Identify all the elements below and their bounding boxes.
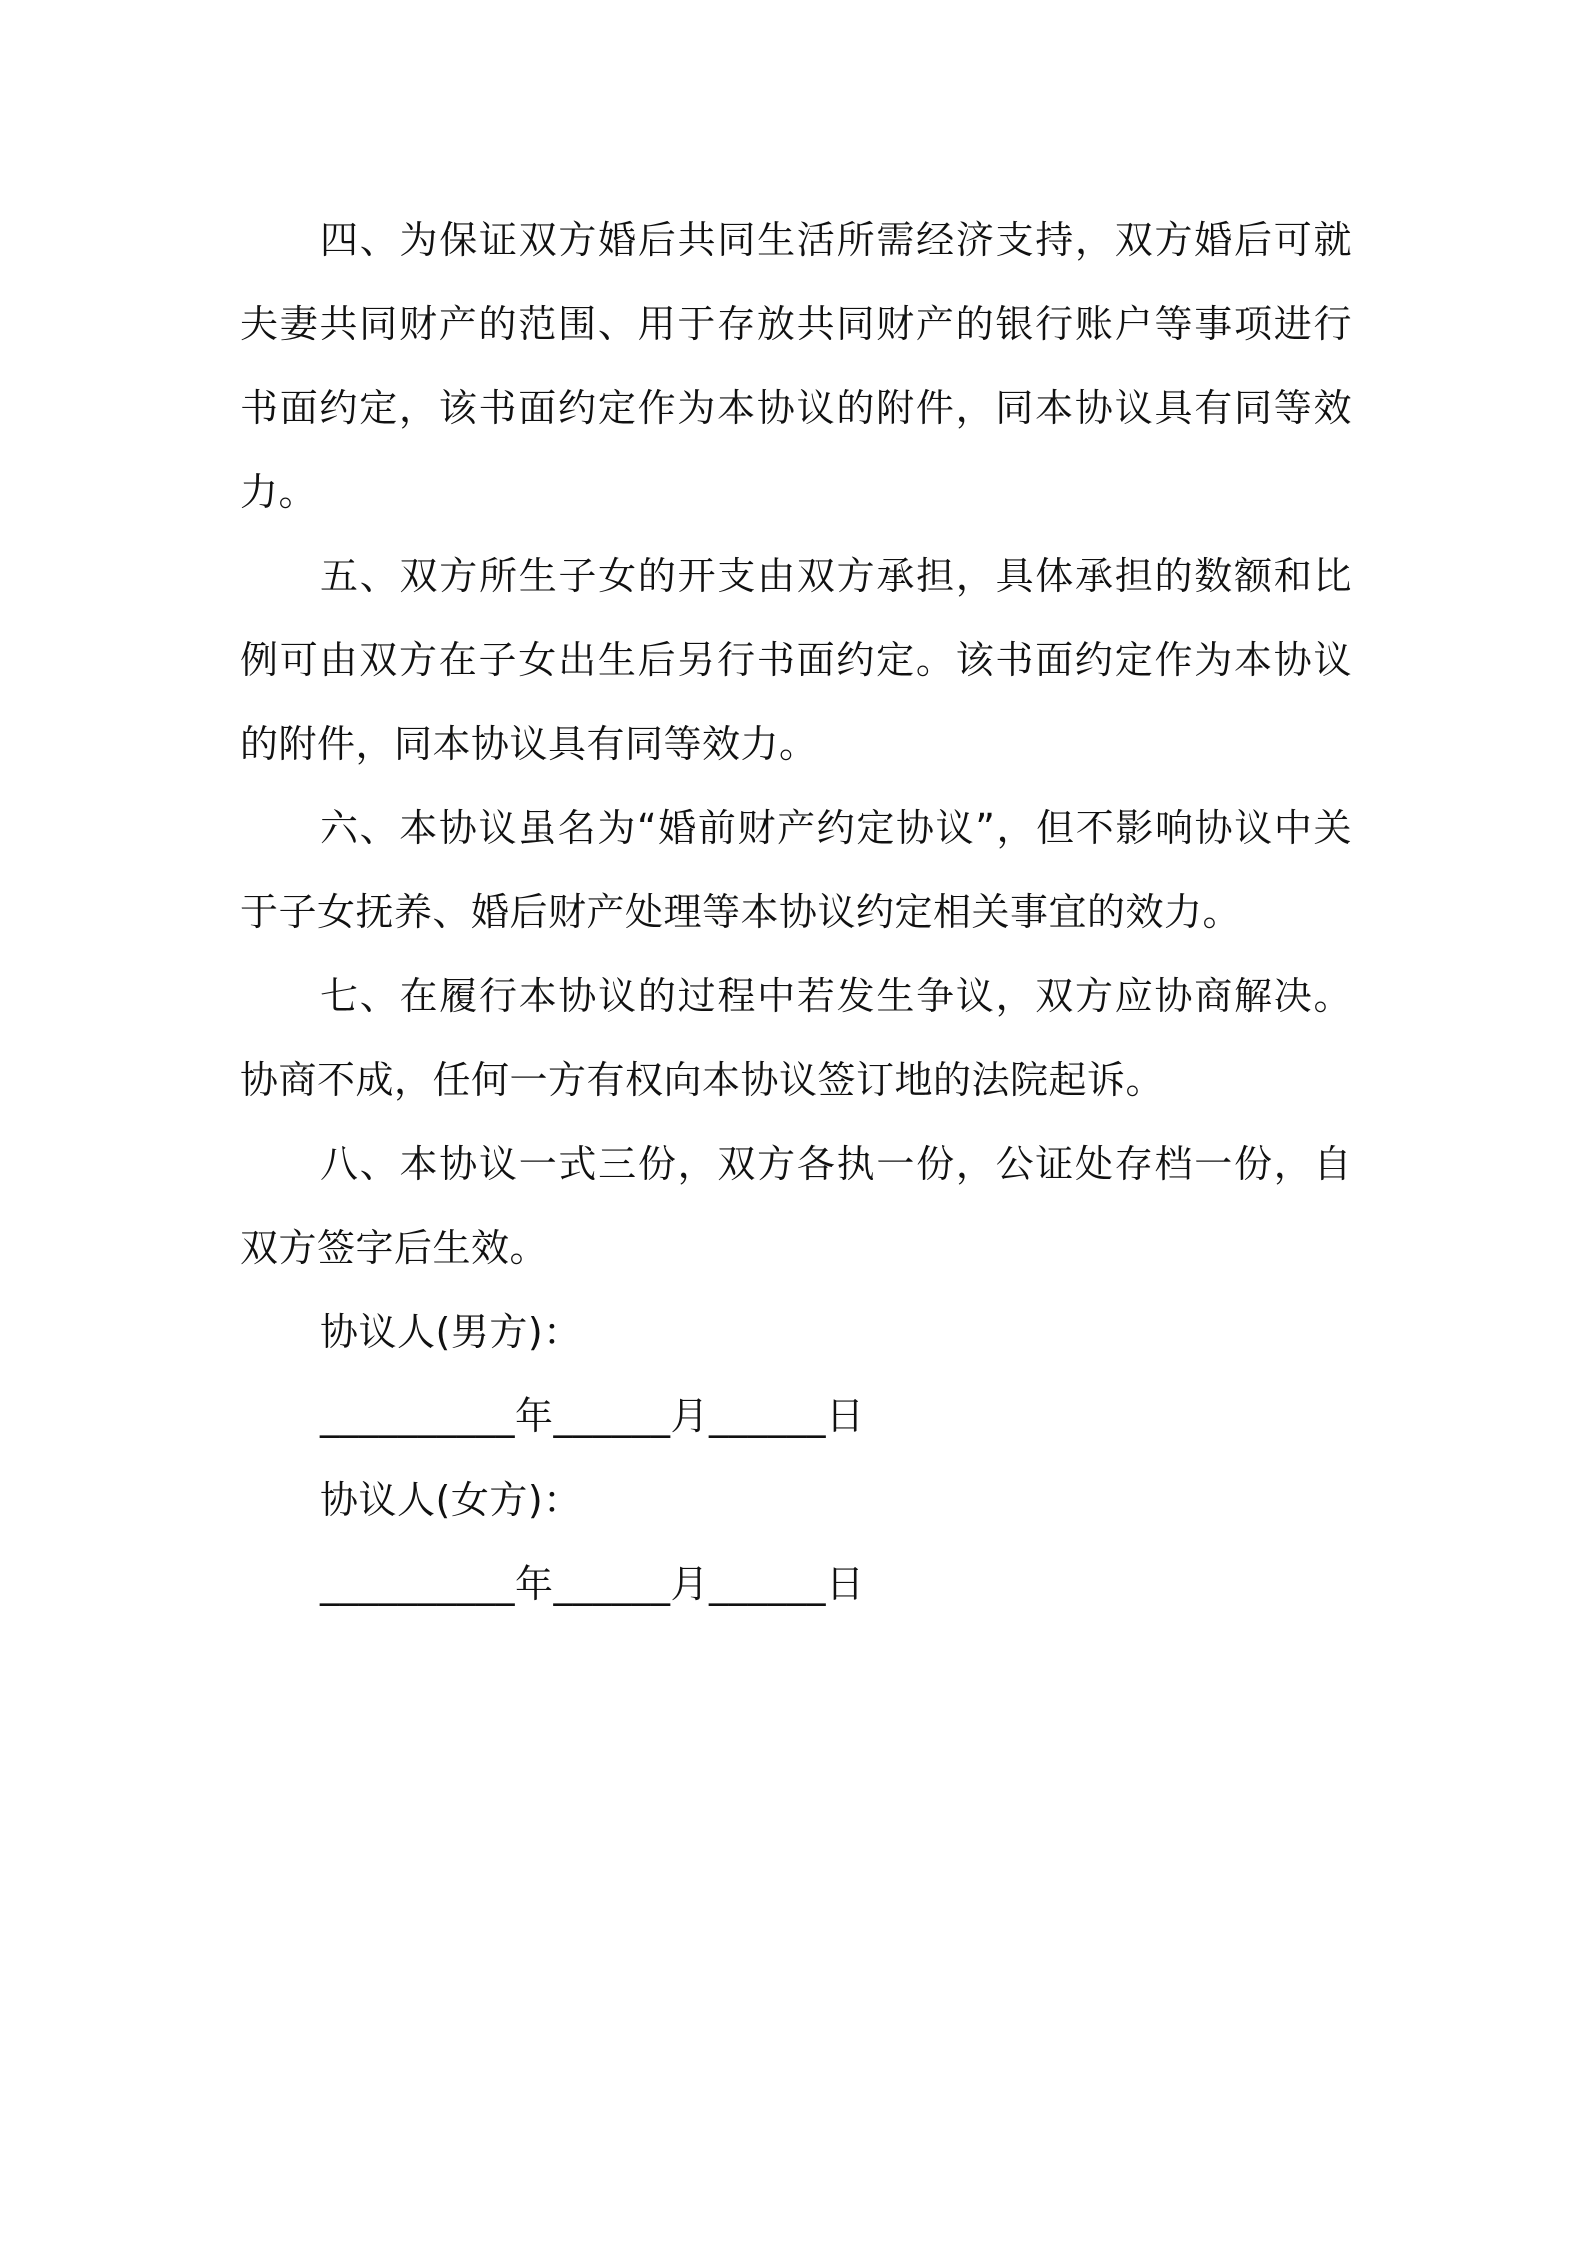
female-party-label: 协议人(女方)： — [320, 1478, 582, 1522]
agreement-body — [240, 198, 1352, 1626]
female-party-date: __________年______月______日 — [320, 1562, 865, 1606]
clause-5: 五、双方所生子女的开支由双方承担，具体承担的数额和比例可由双方在子女出生后另行书面约定。该书面约定作为本协议的附件，同本协议具有同等效力。 — [240, 554, 1352, 766]
male-party-label: 协议人(男方)： — [320, 1310, 582, 1354]
clause-6: 六、本协议虽名为“婚前财产约定协议”，但不影响协议中关于子女抚养、婚后财产处理等本协议约定相关事宜的效力。 — [240, 806, 1352, 934]
clause-8: 八、本协议一式三份，双方各执一份，公证处存档一份，自双方签字后生效。 — [240, 1142, 1352, 1270]
clause-7: 七、在履行本协议的过程中若发生争议，双方应协商解决。协商不成，任何一方有权向本协议签订地的法院起诉。 — [240, 974, 1352, 1102]
clause-4: 四、为保证双方婚后共同生活所需经济支持，双方婚后可就夫妻共同财产的范围、用于存放共同财产的银行账户等事项进行书面约定，该书面约定作为本协议的附件，同本协议具有同等效力。 — [240, 218, 1352, 514]
male-party-date: __________年______月______日 — [320, 1394, 865, 1438]
